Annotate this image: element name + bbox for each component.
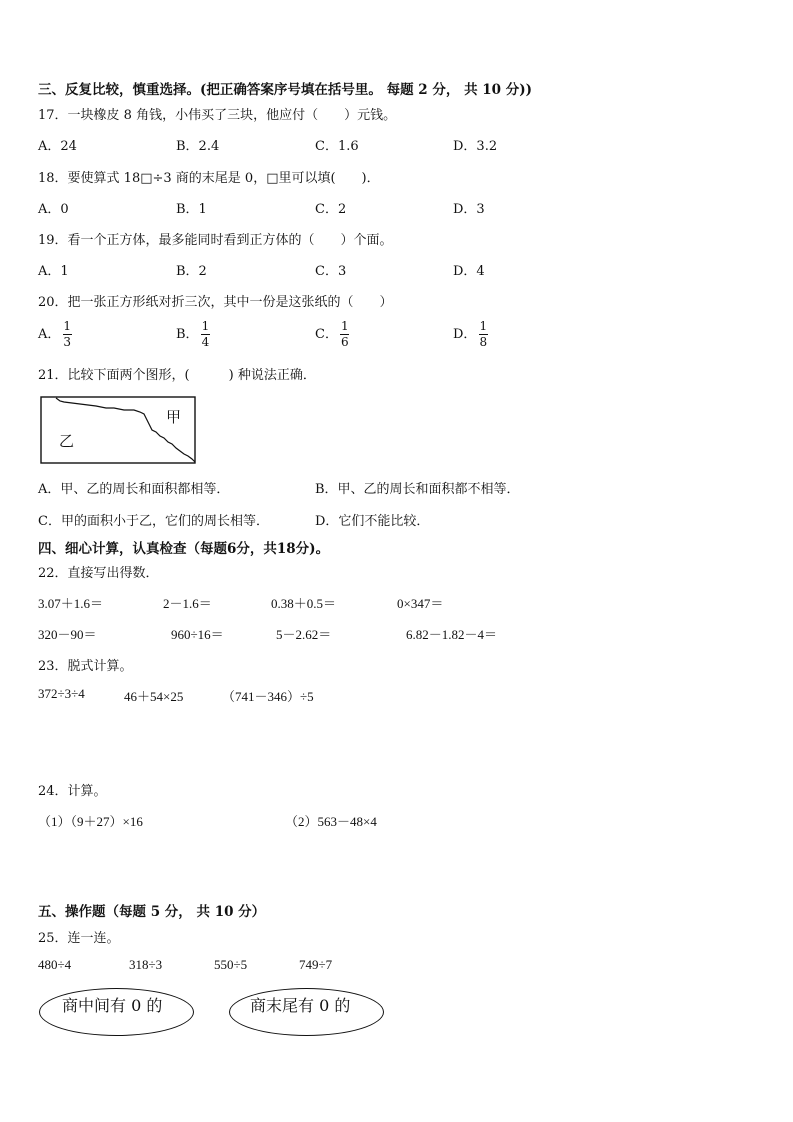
calc-item: 372÷3÷4 [38, 686, 85, 701]
denominator: 6 [340, 335, 349, 349]
calc-item: 960÷16＝ [171, 627, 224, 642]
calc-item: 0.38＋0.5＝ [271, 596, 337, 611]
calc-item: 6.82－1.82－4＝ [406, 627, 498, 642]
label-jia: 甲 [166, 408, 182, 426]
q21-option-d: D．它们不能比较． [315, 514, 430, 529]
q21-option-c: C．甲的面积小于乙，它们的周长相等． [38, 514, 269, 529]
q20-option-b [176, 320, 210, 349]
q21-option-a: A．甲、乙的周长和面积都相等． [38, 482, 230, 497]
calc-item: 550÷5 [214, 957, 248, 972]
denominator: 4 [201, 335, 210, 349]
calc-item: 46＋54×25 [124, 689, 184, 704]
q20-option-a [38, 320, 72, 349]
section-3-title: 三、反复比较，慎重选择。(把正确答案序号填在括号里。 每题 2 分， 共 10 分)) [38, 82, 533, 98]
option-letter: B． [176, 327, 199, 342]
numerator: 1 [479, 319, 488, 333]
question-17: 17．一块橡皮 8 角钱，小伟买了三块，他应付（ ）元钱。 [38, 108, 397, 123]
question-18: 18．要使算式 18□÷3 商的末尾是 0，□里可以填( )． [38, 171, 380, 186]
calc-item: 480÷4 [38, 957, 72, 972]
q19-option-b: B．2 [176, 264, 207, 279]
calc-item: 0×347＝ [397, 596, 444, 611]
section-4-title: 四、细心计算，认真检查（每题6分，共18分)。 [38, 541, 330, 557]
calc-item: （2）563－48×4 [285, 814, 377, 829]
calc-item: （1）（9＋27）×16 [38, 814, 143, 829]
question-20: 20．把一张正方形纸对折三次，其中一份是这张纸的（ ） [38, 295, 393, 310]
q21-option-b: B．甲、乙的周长和面积都不相等． [315, 482, 520, 497]
calc-item: 749÷7 [299, 957, 333, 972]
fraction [478, 320, 488, 349]
question-23: 23．脱式计算。 [38, 659, 133, 674]
numerator: 1 [340, 319, 349, 333]
section-5-title: 五、操作题（每题 5 分， 共 10 分） [38, 904, 266, 920]
q19-option-a: A．1 [38, 264, 69, 279]
q20-option-c [315, 320, 350, 349]
option-letter: D． [453, 327, 477, 342]
q19-option-c: C．3 [315, 264, 347, 279]
calc-item: 320－90＝ [38, 627, 97, 642]
q18-option-d: D．3 [453, 202, 485, 217]
q18-option-a: A．0 [38, 202, 69, 217]
q18-option-b: B．1 [176, 202, 207, 217]
calc-item: 3.07＋1.6＝ [38, 596, 104, 611]
oval-label: 商中间有 0 的 [62, 996, 163, 1015]
calc-item: 5－2.62＝ [276, 627, 332, 642]
numerator: 1 [63, 319, 72, 333]
label-yi: 乙 [59, 432, 75, 450]
oval-label: 商末尾有 0 的 [250, 996, 351, 1015]
question-24: 24．计算。 [38, 784, 107, 799]
question-25: 25．连一连。 [38, 931, 120, 946]
q17-option-b: B．2.4 [176, 139, 220, 154]
q20-option-d [453, 320, 488, 349]
q21-figure [40, 396, 196, 464]
fraction [340, 320, 350, 349]
q19-option-d: D．4 [453, 264, 485, 279]
question-21: 21．比较下面两个图形，( ) 种说法正确． [38, 368, 316, 383]
numerator: 1 [201, 319, 210, 333]
denominator: 3 [63, 335, 72, 349]
fraction [201, 320, 211, 349]
calc-item: 2－1.6＝ [163, 596, 212, 611]
calc-item: 318÷3 [129, 957, 163, 972]
calc-item: （741－346）÷5 [222, 689, 314, 704]
option-letter: A． [38, 327, 61, 342]
fraction [62, 320, 72, 349]
question-22: 22．直接写出得数． [38, 566, 159, 581]
q18-option-c: C．2 [315, 202, 347, 217]
denominator: 8 [479, 335, 488, 349]
q17-option-d: D．3.2 [453, 139, 498, 154]
question-19: 19．看一个正方体，最多能同时看到正方体的（ ）个面。 [38, 233, 393, 248]
option-letter: C． [315, 327, 338, 342]
q17-option-a: A．24 [38, 139, 77, 154]
q17-option-c: C．1.6 [315, 139, 359, 154]
